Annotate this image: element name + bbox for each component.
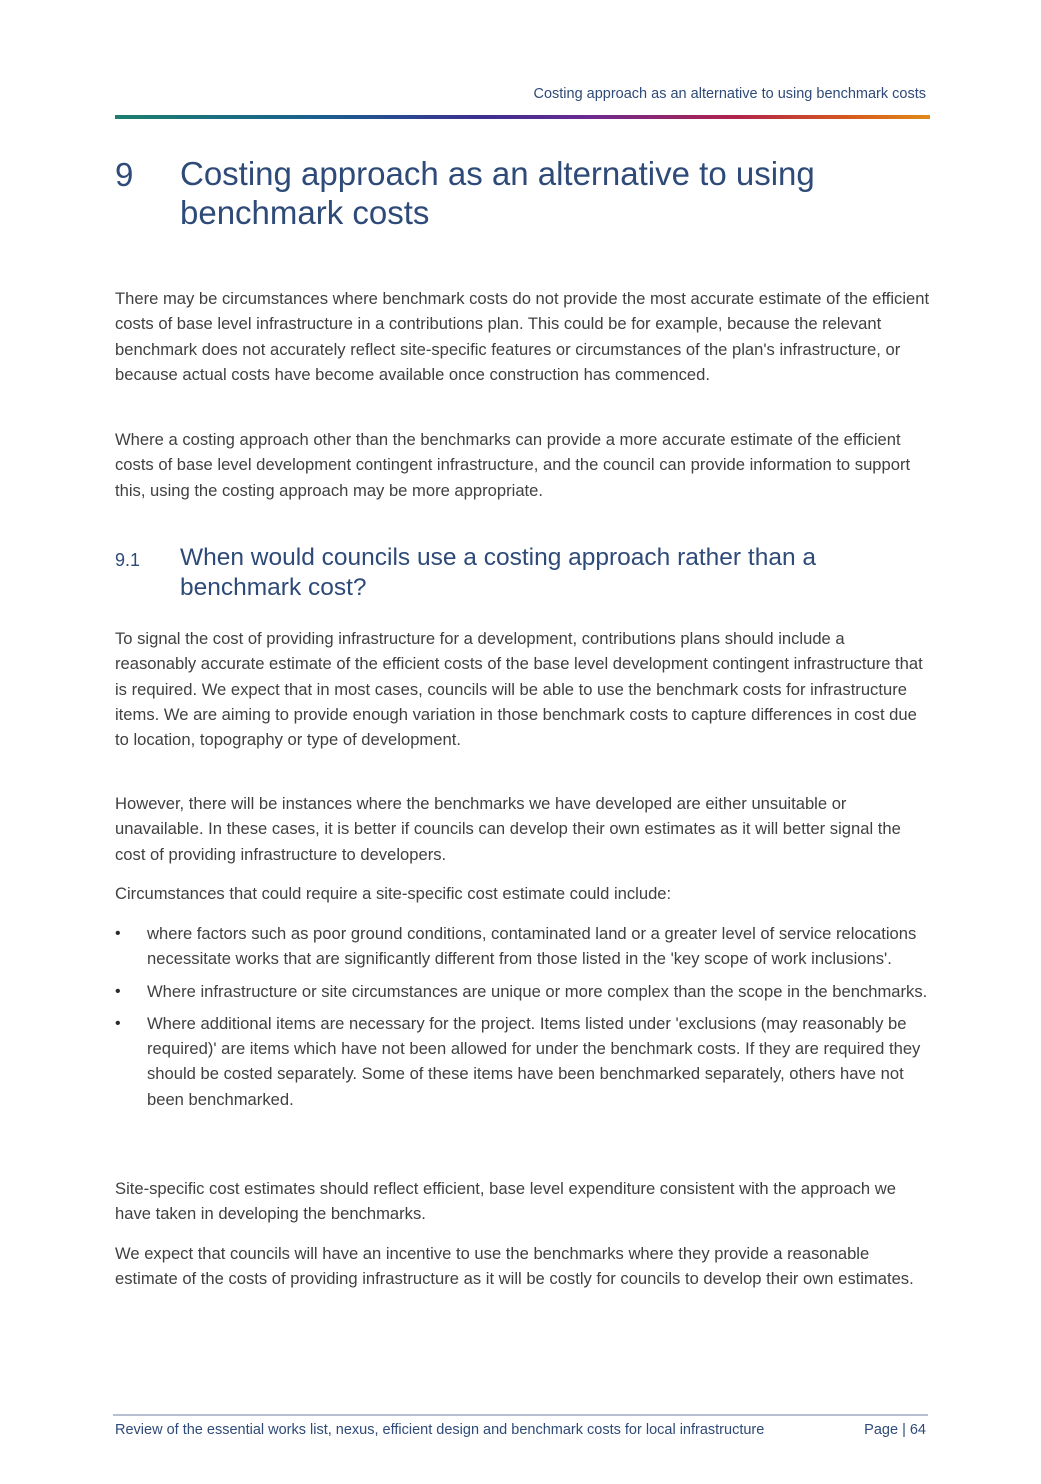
- subsection-paragraph-1: To signal the cost of providing infrastructure for a development, contributions plans should include a reasonably accurate estimate of the efficient costs of the base level development contingent infrastructure that is required. We expect that in most cases, councils will be able to use the benchmark costs for infrastructure items. We are aiming to provide enough variation in those benchmark costs to capture differences in cost due to location, topography or type of development.: [115, 629, 923, 750]
- bullet-icon: •: [115, 982, 121, 1000]
- section-title: Costing approach as an alternative to using benchmark costs: [180, 155, 815, 231]
- closing-paragraph-2: We expect that councils will have an incentive to use the benchmarks where they provide a reasonable estimate of the costs of providing infrastructure as it will be costly for councils to develop their own estimates.: [115, 1244, 914, 1289]
- running-header: Costing approach as an alternative to using benchmark costs: [533, 86, 926, 102]
- footer-rule: [113, 1414, 928, 1416]
- section-number: 9: [115, 156, 134, 193]
- subsection-paragraph-3: Circumstances that could require a site-specific cost estimate could include:: [115, 884, 672, 903]
- list-item: [115, 921, 930, 972]
- list-item: [115, 979, 930, 1004]
- closing-paragraph-1: Site-specific cost estimates should reflect efficient, base level expenditure consistent with the approach we have taken in developing the benchmarks.: [115, 1179, 896, 1224]
- header-rule: [115, 115, 930, 119]
- list-item: [115, 1011, 930, 1112]
- subsection-number: 9.1: [115, 550, 141, 570]
- footer-document-title: Review of the essential works list, nexus, efficient design and benchmark costs for local infrastructure: [115, 1422, 765, 1438]
- page-number: Page | 64: [864, 1422, 926, 1438]
- list-item-text: Where additional items are necessary for the project. Items listed under 'exclusions (may reasonably be required)' are items which have not been allowed for under the benchmark costs. If they are required they should be costed separately. Some of these items have been benchmarked separately, others have not been benchmarked.: [147, 1013, 921, 1109]
- subsection-paragraph-2: However, there will be instances where the benchmarks we have developed are either unsuitable or unavailable. In these cases, it is better if councils can develop their own estimates as it will better signal the cost of providing infrastructure to developers.: [115, 794, 901, 864]
- list-item-text: Where infrastructure or site circumstances are unique or more complex than the scope in the benchmarks.: [147, 981, 928, 1001]
- section-paragraph-1: There may be circumstances where benchmark costs do not provide the most accurate estimate of the efficient costs of base level infrastructure in a contributions plan. This could be for example, because the relevant benchmark does not accurately reflect site-specific features or circumstances of the plan's infrastructure, or because actual costs have become available once construction has commenced.: [115, 289, 930, 384]
- section-paragraph-2: Where a costing approach other than the benchmarks can provide a more accurate estimate of the efficient costs of base level development contingent infrastructure, and the council can provide information to support this, using the costing approach may be more appropriate.: [115, 430, 911, 500]
- subsection-title: When would councils use a costing approach rather than a benchmark cost?: [180, 544, 817, 601]
- bullet-icon: •: [115, 925, 121, 942]
- bullet-icon: •: [115, 1014, 121, 1032]
- list-item-text: where factors such as poor ground conditions, contaminated land or a greater level of service relocations necessitate works that are significantly different from those listed in the 'key scope of work inclusions'.: [147, 924, 917, 969]
- circumstances-list: [115, 921, 930, 1112]
